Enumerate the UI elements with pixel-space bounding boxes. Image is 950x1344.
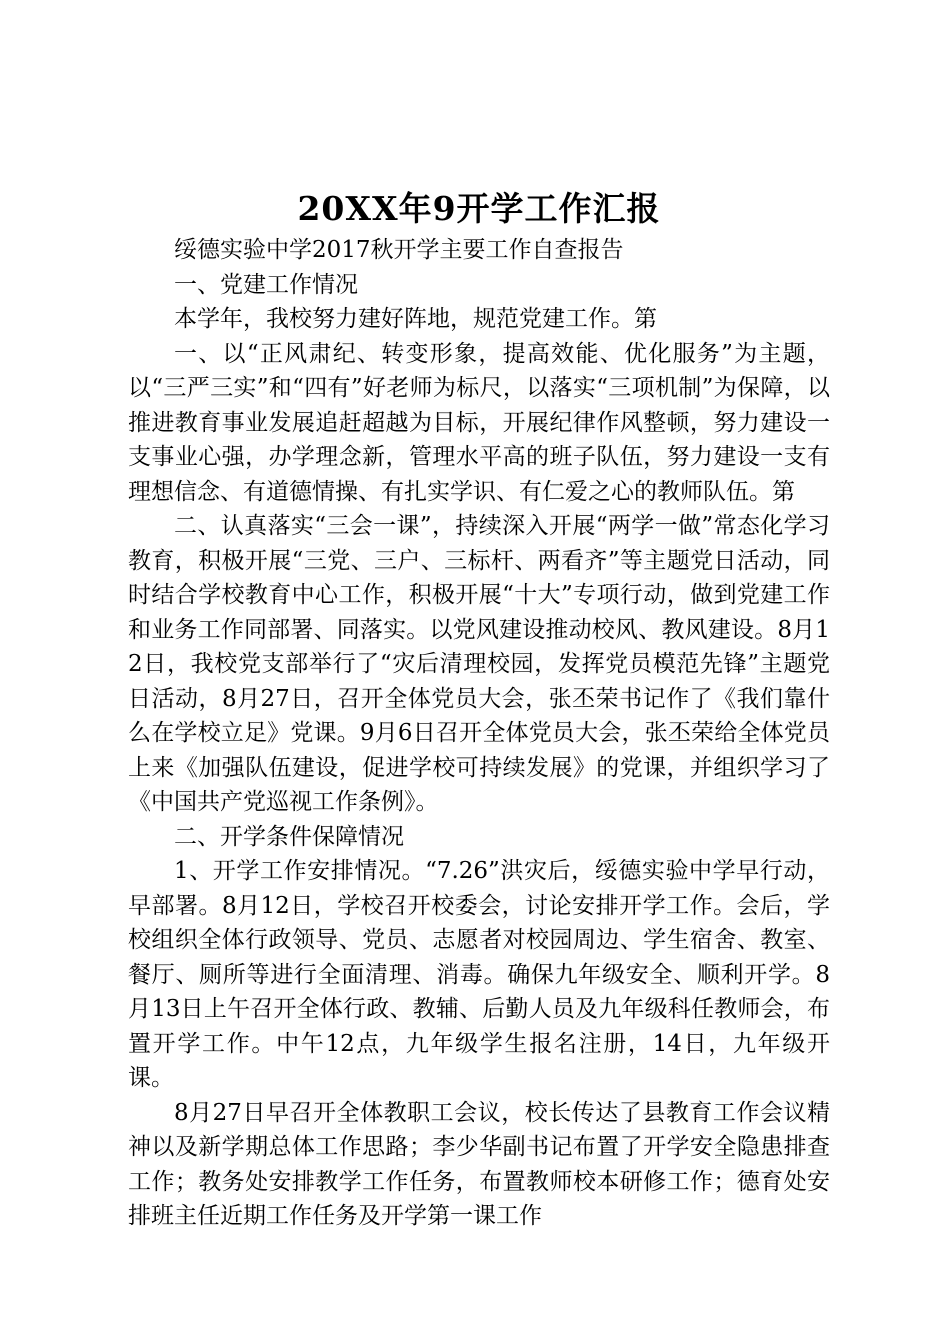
- document-subtitle: 绥德实验中学2017秋开学主要工作自查报告: [174, 237, 624, 263]
- paragraph-opening-arrangements: 1、开学工作安排情况。“7.26”洪灾后，绥德实验中学早行动，早部署。8月12日，学校召开校委会，讨论安排开学工作。会后，学校组织全体行政领导、党员、志愿者对校园周边、学生宿舍、教室、餐厅、厕所等进行全面清理、消毒。确保九年级安全、顺利开学。8月13日上午召开全体行政、教辅、后勤人员及九年级科任教师会，布置开学工作。中午12点，九年级学生报名注册，14日，九年级开课。: [128, 858, 830, 1091]
- section-heading-opening-conditions: 二、开学条件保障情况: [174, 823, 404, 850]
- paragraph-staff-meeting: 8月27日早召开全体教职工会议，校长传达了县教育工作会议精神以及新学期总体工作思路；李少华副书记布置了开学安全隐患排查工作；教务处安排教学工作任务，布置教师校本研修工作；德育处安排班主任近期工作任务及开学第一课工作: [128, 1099, 830, 1229]
- paragraph-intro: 本学年，我校努力建好阵地，规范党建工作。第: [174, 306, 657, 332]
- document-title: 20XX年9开学工作汇报: [297, 189, 661, 228]
- section-heading-party-building: 一、党建工作情况: [174, 271, 358, 298]
- paragraph-first-point: 一、以“正风肃纪、转变形象，提高效能、优化服务”为主题，以“三严三实”和“四有”好老师为标尺，以落实“三项机制”为保障，以推进教育事业发展追赶超越为目标，开展纪律作风整顿，努力建设一支事业心强，办学理念新，管理水平高的班子队伍，努力建设一支有理想信念、有道德情操、有扎实学识、有仁爱之心的教师队伍。第: [128, 340, 830, 505]
- paragraph-second-point: 二、认真落实“三会一课”，持续深入开展“两学一做”常态化学习教育，积极开展“三党、三户、三标杆、两看齐”等主题党日活动，同时结合学校教育中心工作，积极开展“十大”专项行动，做到党建工作和业务工作同部署、同落实。以党风建设推动校风、教风建设。8月12日，我校党支部举行了“灾后清理校园，发挥党员模范先锋”主题党日活动，8月27日，召开全体党员大会，张丕荣书记作了《我们靠什么在学校立足》党课。9月6日召开全体党员大会，张丕荣给全体党员上来《加强队伍建设，促进学校可持续发展》的党课，并组织学习了《中国共产党巡视工作条例》。: [128, 513, 830, 815]
- document-page: [128, 185, 830, 1234]
